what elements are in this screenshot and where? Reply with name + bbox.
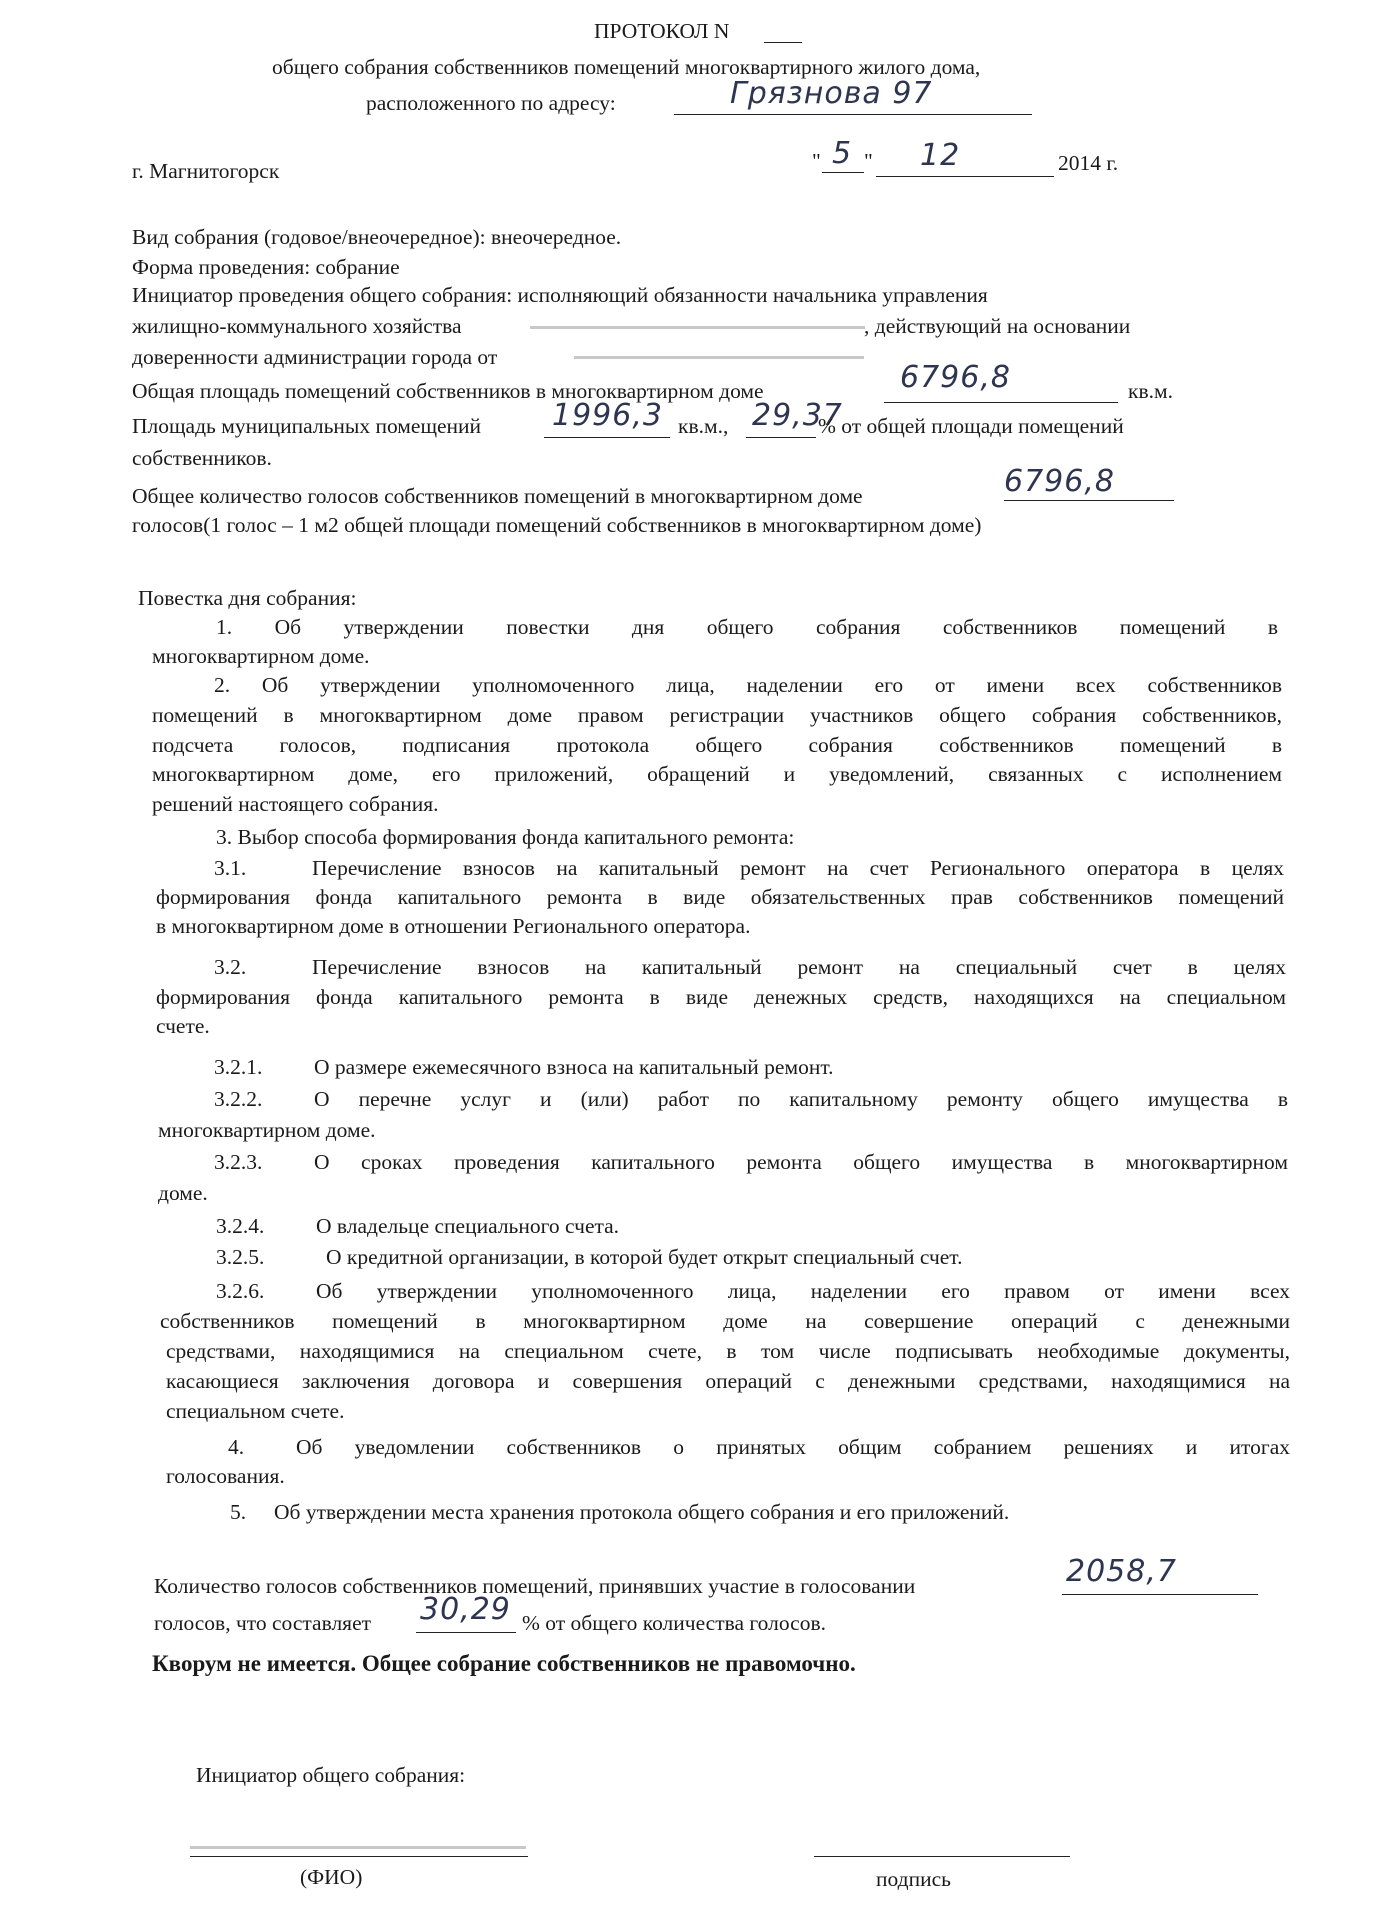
date-open-quote: " <box>812 149 821 173</box>
total-area-unit: кв.м. <box>1128 379 1173 403</box>
agenda-item-3-2-6: Об утверждении уполномоченного лица, наделении его правом от имени всех <box>316 1279 1290 1303</box>
agenda-item-3-2-2-cont: многоквартирном доме. <box>158 1118 376 1142</box>
agenda-item-3-1: Перечисление взносов на капитальный ремонт на счет Регионального оператора в целях <box>312 856 1284 880</box>
agenda-item-3-2-6-cont-1: собственников помещений в многоквартирном доме на совершение операций с денежными <box>160 1309 1290 1333</box>
fio-field <box>190 1856 528 1857</box>
agenda-item-3-2-6-cont-4: специальном счете. <box>166 1399 345 1423</box>
agenda-item-3-2-3-number: 3.2.3. <box>214 1150 263 1174</box>
agenda-item-1: 1. Об утверждении повестки дня общего собрания собственников помещений в <box>216 615 1278 639</box>
address-handwritten: Грязнова 97 <box>730 76 933 111</box>
protocol-title: ПРОТОКОЛ N <box>594 19 730 43</box>
agenda-item-3: 3. Выбор способа формирования фонда капитального ремонта: <box>216 825 795 849</box>
agenda-heading: Повестка дня собрания: <box>138 586 357 610</box>
participating-votes-value: 2058,7 <box>1066 1554 1177 1589</box>
date-year: 2014 г. <box>1058 151 1119 175</box>
percent-label: голосов, что составляет <box>154 1611 372 1635</box>
agenda-item-4-cont: голосования. <box>166 1464 285 1488</box>
initiator-signature-label: Инициатор общего собрания: <box>196 1763 466 1787</box>
municipal-area-field <box>544 437 670 438</box>
agenda-item-3-2-1-number: 3.2.1. <box>214 1055 263 1079</box>
agenda-item-4-number: 4. <box>228 1435 245 1459</box>
redacted-document <box>574 356 864 359</box>
agenda-item-5-number: 5. <box>230 1500 247 1524</box>
initiator-line-3: доверенности администрации города от <box>132 345 498 369</box>
initiator-line-2b: , действующий на основании <box>864 314 1131 338</box>
date-month: 12 <box>920 138 961 173</box>
municipal-area-tail: собственников. <box>132 446 272 470</box>
quorum-statement: Кворум не имеется. Общее собрание собственников не правомочно. <box>152 1651 856 1676</box>
total-votes-field <box>1004 500 1174 501</box>
agenda-item-3-2-4: О владельце специального счета. <box>316 1214 620 1238</box>
agenda-item-3-1-number: 3.1. <box>214 856 247 880</box>
total-votes-value: 6796,8 <box>1004 464 1115 499</box>
redacted-fio <box>190 1846 526 1849</box>
total-votes-note: голосов(1 голос – 1 м2 общей площади помещений собственников в многоквартирном доме) <box>132 513 982 537</box>
participating-votes-label: Количество голосов собственников помещений, принявших участие в голосовании <box>154 1574 916 1598</box>
city-label: г. Магнитогорск <box>132 159 280 183</box>
participating-votes-field <box>1062 1594 1258 1595</box>
agenda-item-3-2: Перечисление взносов на капитальный ремонт на специальный счет в целях <box>312 955 1286 979</box>
municipal-area-value: 1996,3 <box>552 398 663 433</box>
date-day-field <box>822 172 864 173</box>
meeting-kind: Вид собрания (годовое/внеочередное): внеочередное. <box>132 225 622 249</box>
agenda-item-3-2-cont-1: формирования фонда капитального ремонта в виде денежных средств, находящихся на специальном <box>156 985 1286 1009</box>
agenda-item-3-2-3-cont: доме. <box>158 1181 208 1205</box>
total-area-label: Общая площадь помещений собственников в многоквартирном доме <box>132 379 764 403</box>
agenda-item-2-cont-2: подсчета голосов, подписания протокола общего собрания собственников помещений в <box>152 733 1282 757</box>
date-close-quote: " <box>864 149 873 173</box>
agenda-item-3-1-cont-1: формирования фонда капитального ремонта в виде обязательственных прав собственников помещений <box>156 885 1284 909</box>
agenda-item-3-2-5-number: 3.2.5. <box>216 1245 265 1269</box>
agenda-item-3-2-3: О сроках проведения капитального ремонта общего имущества в многоквартирном <box>314 1150 1288 1174</box>
protocol-subtitle: общего собрания собственников помещений многоквартирного жилого дома, <box>272 55 981 79</box>
date-day: 5 <box>832 136 853 171</box>
agenda-item-3-2-2-number: 3.2.2. <box>214 1087 263 1111</box>
municipal-percent-field <box>746 437 816 438</box>
address-label: расположенного по адресу: <box>366 91 616 115</box>
total-area-field <box>884 402 1118 403</box>
agenda-item-2-cont-3: многоквартирном доме, его приложений, обращений и уведомлений, связанных с исполнением <box>152 762 1282 786</box>
meeting-form: Форма проведения: собрание <box>132 255 400 279</box>
total-area-value: 6796,8 <box>900 360 1011 395</box>
agenda-item-3-2-6-cont-2: средствами, находящимися на специальном счете, в том числе подписывать необходимые документы, <box>166 1339 1290 1363</box>
agenda-item-4: Об уведомлении собственников о принятых общим собранием решениях и итогах <box>296 1435 1290 1459</box>
municipal-percent-rest: % от общей площади помещений <box>818 414 1124 438</box>
agenda-item-2-cont-1: помещений в многоквартирном доме правом регистрации участников общего собрания собственников, <box>152 703 1282 727</box>
initiator-line-2a: жилищно-коммунального хозяйства <box>132 314 462 338</box>
agenda-item-3-2-1: О размере ежемесячного взноса на капитальный ремонт. <box>314 1055 834 1079</box>
agenda-item-3-2-4-number: 3.2.4. <box>216 1214 265 1238</box>
agenda-item-2: 2. Об утверждении уполномоченного лица, наделении его от имени всех собственников <box>214 673 1282 697</box>
municipal-area-label: Площадь муниципальных помещений <box>132 414 482 438</box>
agenda-item-3-2-cont-2: счете. <box>156 1014 210 1038</box>
redacted-name <box>530 326 865 329</box>
agenda-item-3-1-cont-2: в многоквартирном доме в отношении Регионального оператора. <box>156 914 751 938</box>
percent-rest: % от общего количества голосов. <box>522 1611 826 1635</box>
agenda-item-3-2-number: 3.2. <box>214 955 247 979</box>
protocol-number-field <box>764 42 802 43</box>
percent-value: 30,29 <box>420 1592 511 1627</box>
agenda-item-5: Об утверждении места хранения протокола общего собрания и его приложений. <box>274 1500 1010 1524</box>
agenda-item-1-cont: многоквартирном доме. <box>152 644 370 668</box>
signature-label: подпись <box>876 1867 951 1891</box>
agenda-item-3-2-6-cont-3: касающиеся заключения договора и совершения операций с денежными средствами, находящимися на <box>166 1369 1290 1393</box>
municipal-percent-value: 29,37 <box>752 398 843 433</box>
initiator-line-1: Инициатор проведения общего собрания: исполняющий обязанности начальника управления <box>132 283 988 307</box>
municipal-area-unit: кв.м., <box>678 414 729 438</box>
date-month-field <box>876 176 1054 177</box>
agenda-item-2-cont-4: решений настоящего собрания. <box>152 792 439 816</box>
agenda-item-3-2-2: О перечне услуг и (или) работ по капитальному ремонту общего имущества в <box>314 1087 1288 1111</box>
total-votes-label: Общее количество голосов собственников помещений в многоквартирном доме <box>132 484 863 508</box>
percent-field <box>416 1632 516 1633</box>
agenda-item-3-2-6-number: 3.2.6. <box>216 1279 265 1303</box>
address-field <box>674 114 1032 115</box>
fio-label: (ФИО) <box>300 1865 363 1889</box>
signature-field <box>814 1856 1070 1857</box>
agenda-item-3-2-5: О кредитной организации, в которой будет открыт специальный счет. <box>326 1245 963 1269</box>
